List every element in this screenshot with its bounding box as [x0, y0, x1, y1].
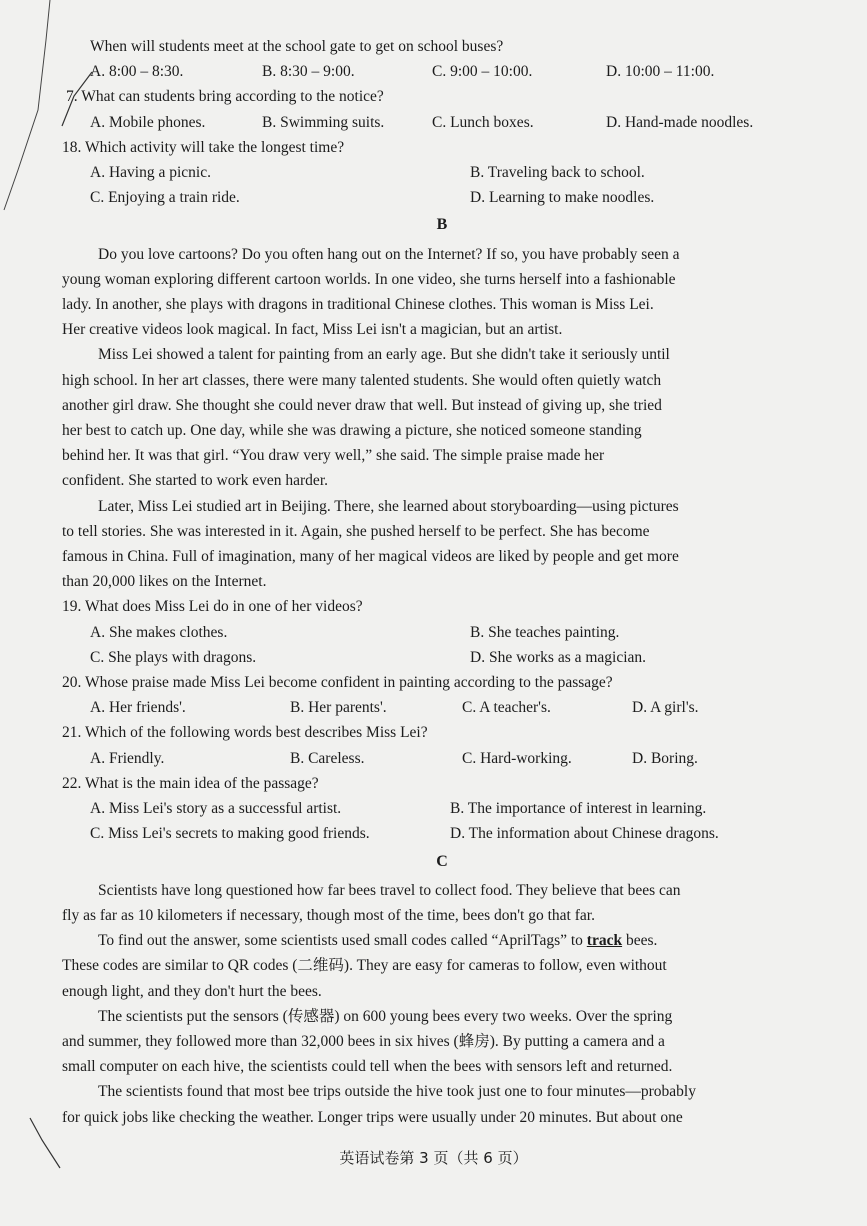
option-a: A. Her friends'.: [90, 699, 186, 717]
passage-line: to tell stories. She was interested in it. Again, she pushed herself to be perfect. She has become: [62, 522, 650, 540]
question-stem: 20. Whose praise made Miss Lei become confident in painting according to the passage?: [62, 674, 613, 692]
question-options: [62, 796, 822, 846]
option-c: C. Lunch boxes.: [432, 113, 534, 131]
passage-text: bees.: [625, 932, 658, 950]
option-d: D. The information about Chinese dragons.: [450, 825, 719, 843]
option-c: C. A teacher's.: [462, 699, 551, 717]
question-stem: When will students meet at the school gate to get on school buses?: [90, 38, 504, 55]
question-options: [62, 59, 822, 84]
passage-line: her best to catch up. One day, while she was drawing a picture, she noticed someone standing: [62, 422, 642, 440]
passage-line: another girl draw. She thought she could never draw that well. But instead of giving up, she tried: [62, 396, 662, 414]
option-c: C. Hard-working.: [462, 749, 572, 767]
question-19: [62, 594, 822, 670]
passage-line: famous in China. Full of imagination, many of her magical videos are liked by people and get more: [62, 548, 679, 566]
passage-b: [62, 242, 822, 595]
question-options: [62, 695, 822, 720]
question-stem: 18. Which activity will take the longest time?: [62, 138, 345, 156]
option-a: A. Miss Lei's story as a successful artist.: [90, 800, 342, 818]
option-d: D. She works as a magician.: [470, 648, 647, 666]
question-17: [62, 84, 822, 134]
option-d: D. Hand-made noodles.: [606, 113, 754, 131]
passage-line: and summer, they followed more than 32,000 bees in six hives (蜂房). By putting a camera and a: [62, 1032, 665, 1050]
question-options: [62, 160, 822, 210]
question-stem: 7. What can students bring according to the notice?: [66, 88, 384, 106]
passage-line: Miss Lei showed a talent for painting from an early age. But she didn't take it seriously until: [98, 346, 670, 364]
passage-line: Do you love cartoons? Do you often hang out on the Internet? If so, you have probably seen a: [98, 245, 680, 263]
option-b: B. 8:30 – 9:00.: [262, 63, 355, 81]
passage-line: The scientists put the sensors (传感器) on 600 young bees every two weeks. Over the spring: [98, 1007, 673, 1025]
option-c: C. Miss Lei's secrets to making good friends.: [90, 825, 370, 843]
passage-line: young woman exploring different cartoon worlds. In one video, she turns herself into a fashionable: [62, 270, 676, 288]
passage-line: high school. In her art classes, there were many talented students. She would often quietly watch: [62, 371, 662, 389]
option-a: A. Friendly.: [90, 749, 165, 767]
option-c: C. Enjoying a train ride.: [90, 189, 240, 207]
question-16: [62, 34, 822, 84]
question-options: [62, 620, 822, 670]
passage-line: lady. In another, she plays with dragons in traditional Chinese clothes. This woman is Miss Lei.: [62, 296, 654, 314]
option-d: D. Learning to make noodles.: [470, 189, 655, 207]
passage-line: small computer on each hive, the scientists could tell when the bees with sensors left and returned.: [62, 1058, 673, 1076]
section-c-heading: C: [436, 852, 448, 870]
section-b-heading: B: [436, 216, 448, 234]
passage-line: Her creative videos look magical. In fact, Miss Lei isn't a magician, but an artist.: [62, 321, 563, 339]
passage-line: Later, Miss Lei studied art in Beijing. There, she learned about storyboarding—using pictures: [98, 497, 679, 515]
option-b: B. Traveling back to school.: [470, 164, 645, 182]
question-options: [62, 746, 822, 771]
question-options: [62, 110, 822, 135]
question-stem: 22. What is the main idea of the passage?: [62, 774, 319, 792]
question-18: [62, 135, 822, 211]
passage-line: for quick jobs like checking the weather. Longer trips were usually under 20 minutes. But about one: [62, 1108, 683, 1126]
passage-c: [62, 878, 822, 1130]
option-c: C. 9:00 – 10:00.: [432, 63, 533, 81]
passage-line: These codes are similar to QR codes (二维码). They are easy for cameras to follow, even without: [62, 957, 667, 975]
option-b: B. Careless.: [290, 749, 365, 767]
question-20: [62, 670, 822, 720]
option-d: D. A girl's.: [632, 699, 699, 717]
page-footer: 英语试卷第 3 页（共 6 页）: [339, 1149, 528, 1167]
passage-line: behind her. It was that girl. “You draw very well,” she said. The simple praise made her: [62, 447, 605, 465]
question-stem: 19. What does Miss Lei do in one of her videos?: [62, 598, 363, 616]
option-d: D. 10:00 – 11:00.: [606, 63, 715, 81]
passage-text: To find out the answer, some scientists used small codes called “AprilTags” to: [98, 932, 583, 950]
option-a: A. 8:00 – 8:30.: [90, 63, 184, 81]
option-b: B. The importance of interest in learning.: [450, 800, 707, 818]
emphasized-word: track: [586, 932, 623, 950]
passage-line: than 20,000 likes on the Internet.: [62, 573, 267, 591]
option-a: A. She makes clothes.: [90, 623, 228, 641]
option-b: B. She teaches painting.: [470, 623, 620, 641]
passage-line: fly as far as 10 kilometers if necessary, though most of the time, bees don't go that far.: [62, 906, 595, 924]
passage-line: enough light, and they don't hurt the bees.: [62, 982, 322, 1000]
option-a: A. Having a picnic.: [90, 164, 211, 182]
question-21: [62, 720, 822, 770]
option-d: D. Boring.: [632, 749, 698, 767]
option-b: B. Her parents'.: [290, 699, 387, 717]
option-c: C. She plays with dragons.: [90, 648, 257, 666]
question-stem: 21. Which of the following words best describes Miss Lei?: [62, 724, 428, 742]
passage-line: Scientists have long questioned how far bees travel to collect food. They believe that bees can: [98, 881, 681, 899]
passage-line: confident. She started to work even harder.: [62, 472, 328, 490]
option-b: B. Swimming suits.: [262, 113, 385, 131]
question-22: [62, 771, 822, 847]
passage-line: The scientists found that most bee trips outside the hive took just one to four minutes—probably: [98, 1083, 696, 1101]
passage-line: [62, 928, 822, 953]
option-a: A. Mobile phones.: [90, 113, 206, 131]
exam-content: [62, 34, 822, 1130]
